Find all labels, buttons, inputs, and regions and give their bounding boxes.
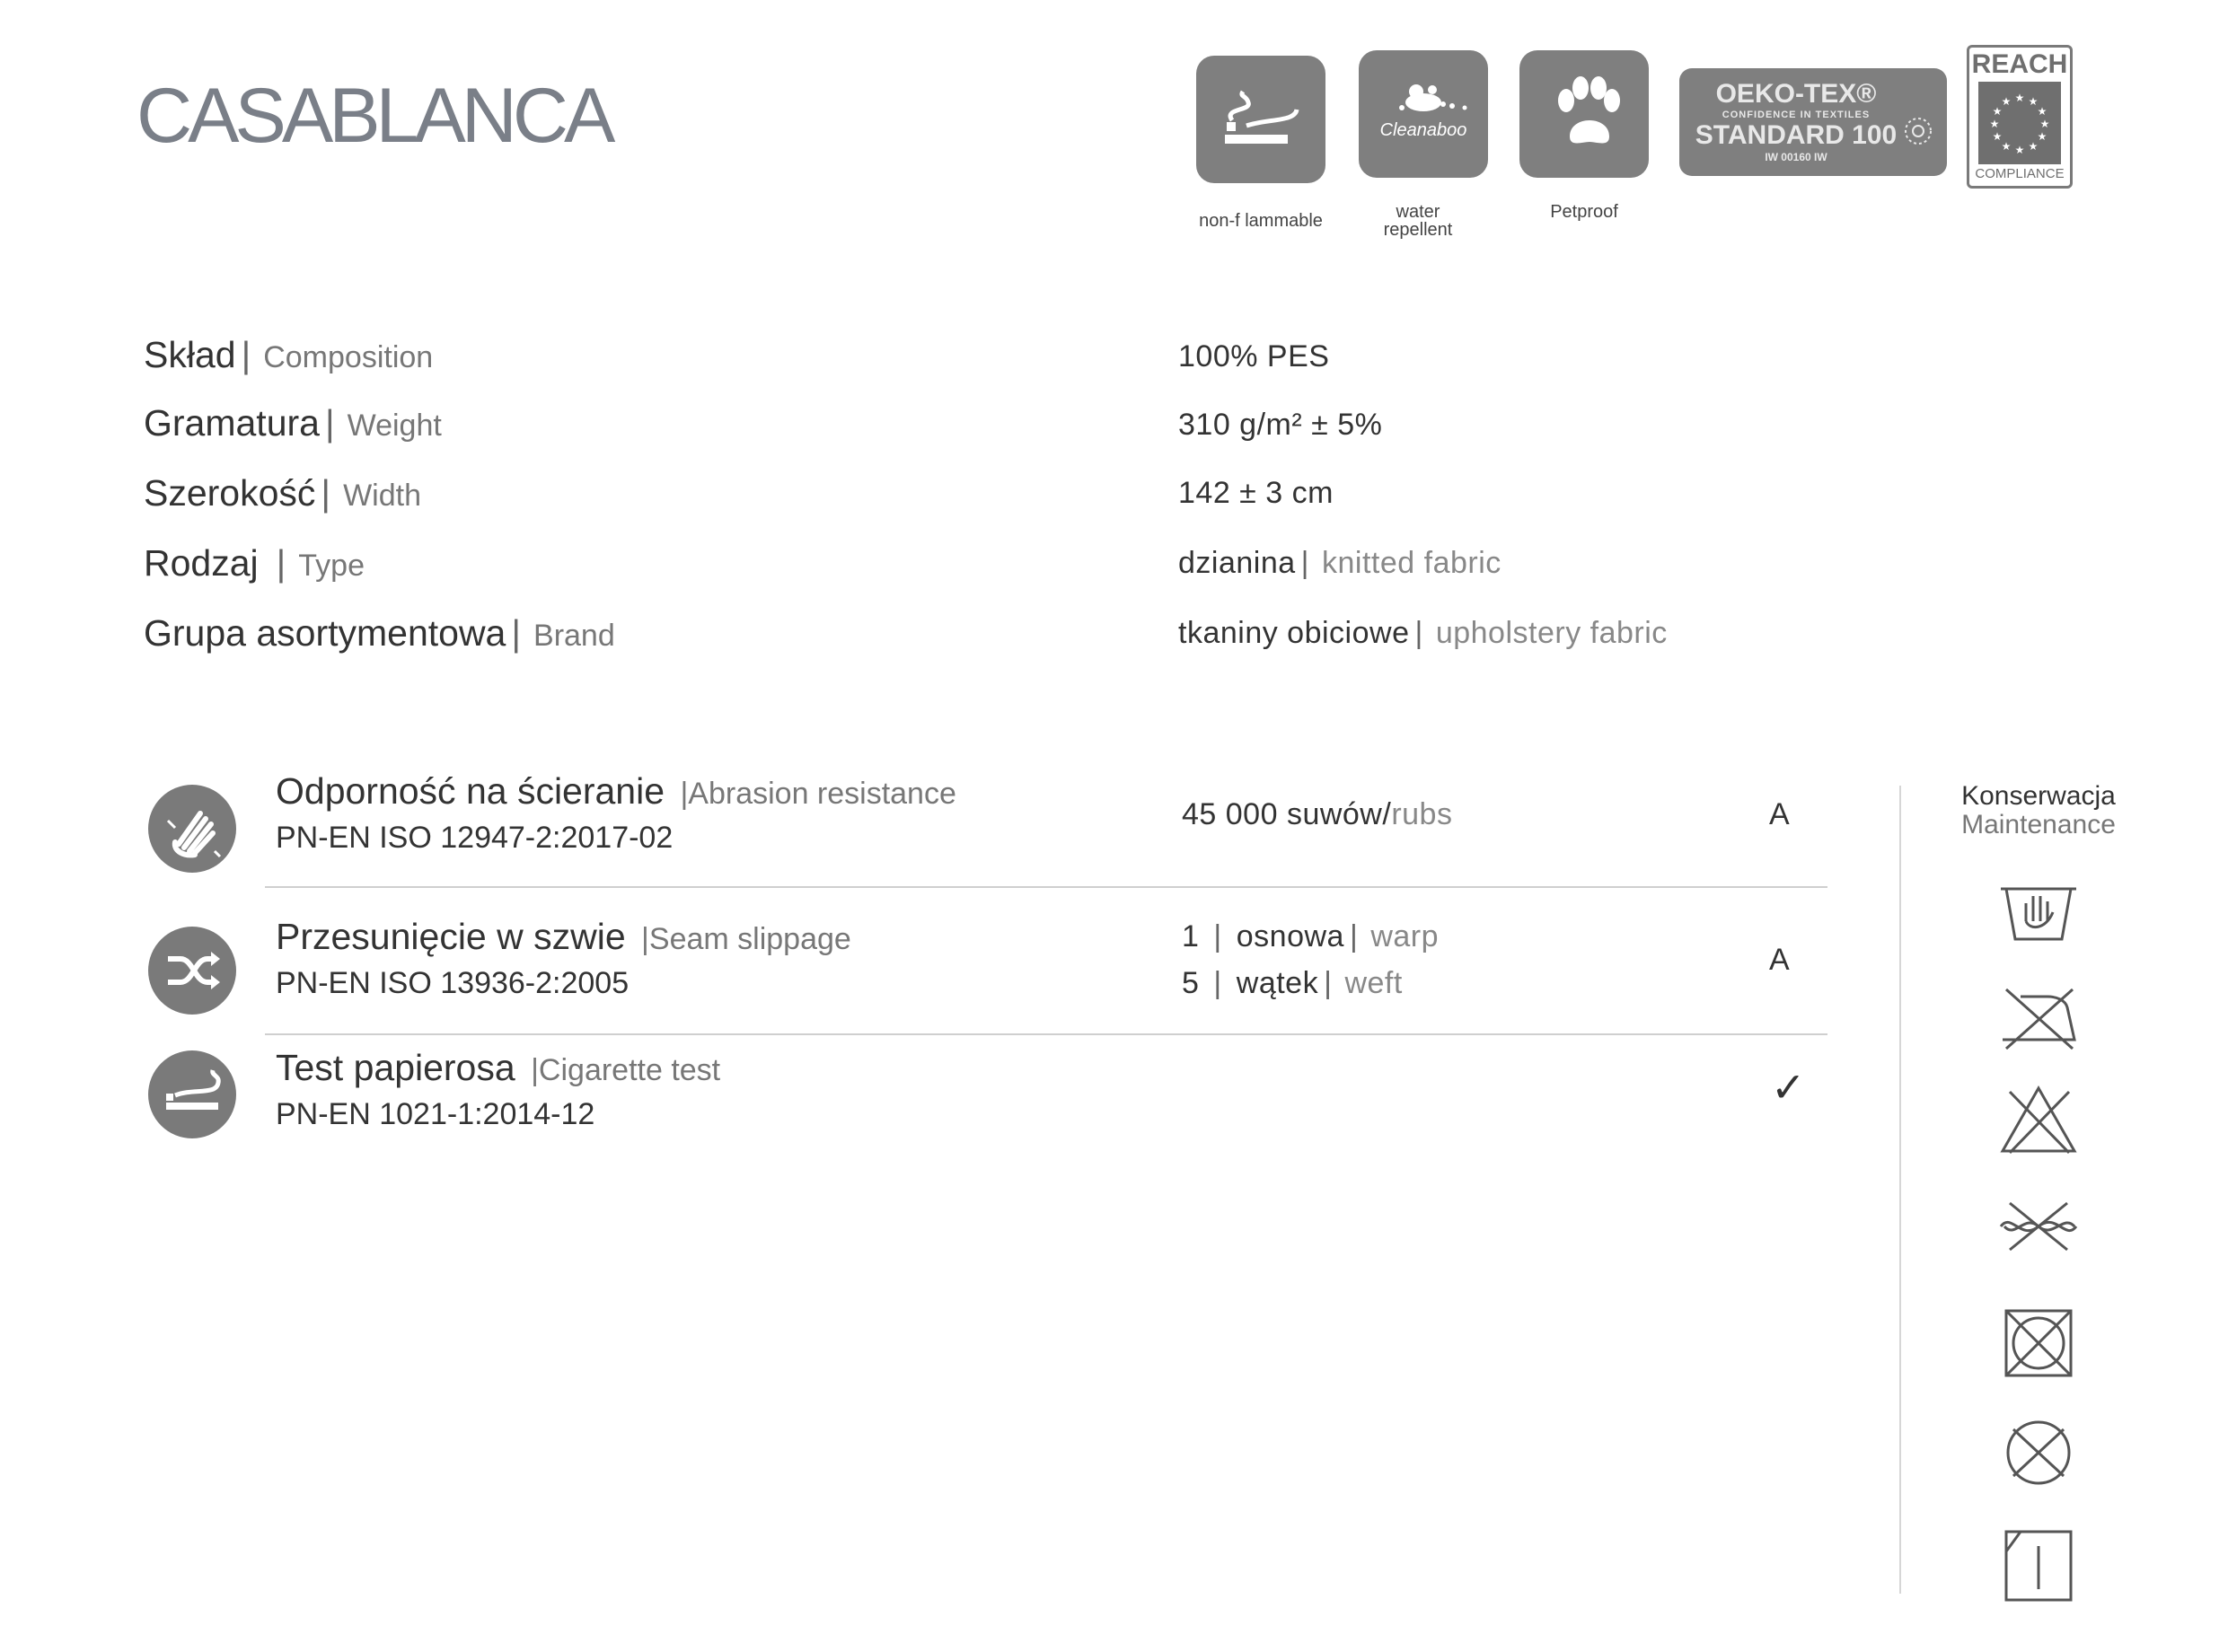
abrasion-test-grade: A xyxy=(1769,797,1790,831)
seam-test-warp: 1 | osnowa | warp xyxy=(1182,919,1440,953)
seam-test-grade: A xyxy=(1769,943,1790,977)
spec-row-brand: Grupa asortymentowa | Brand xyxy=(144,612,615,654)
shuffle-arrows-icon xyxy=(148,927,236,1015)
seam-test-icon-circle xyxy=(148,927,236,1015)
hand-wash-icon xyxy=(1994,876,2083,948)
cigarette-test-title: Test papierosa |Cigarette test xyxy=(276,1047,721,1088)
maintenance-divider xyxy=(1899,786,1901,1594)
do-not-bleach-icon xyxy=(1994,1083,2083,1155)
svg-text:★: ★ xyxy=(1989,118,2000,130)
cleanaboo-badge xyxy=(1359,50,1488,178)
no-smoking-cigarette-icon xyxy=(1196,56,1325,183)
spec-value-brand: tkaniny obiciowe | upholstery fabric xyxy=(1178,616,1668,650)
reach-badge xyxy=(1967,45,2073,189)
product-title: CASABLANCA xyxy=(136,73,612,159)
abrasion-test-title: Odporność na ścieranie |Abrasion resistance xyxy=(276,770,956,812)
line-dry-icon xyxy=(1994,1530,2083,1602)
svg-text:★: ★ xyxy=(2014,92,2025,104)
petproof-label: Petproof xyxy=(1550,202,1618,222)
paw-icon xyxy=(1519,50,1649,178)
spec-row-composition: Skład | Composition xyxy=(144,334,434,375)
svg-text:★: ★ xyxy=(2028,95,2039,108)
row-divider xyxy=(265,1033,1827,1035)
cigarette-test-checkmark: ✓ xyxy=(1771,1064,1806,1111)
seam-test-title: Przesunięcie w szwie |Seam slippage xyxy=(276,916,851,957)
oeko-tex-line1: OEKO-TEX® xyxy=(1715,79,1877,109)
spec-row-width: Szerokość | Width xyxy=(144,472,421,514)
spec-row-type: Rodzaj | Type xyxy=(144,542,365,584)
oeko-tex-line3: STANDARD 100 xyxy=(1695,120,1898,150)
spec-row-weight: Gramatura | Weight xyxy=(144,402,442,444)
svg-text:★: ★ xyxy=(2028,140,2039,153)
svg-text:★: ★ xyxy=(2037,130,2047,143)
do-not-wring-icon xyxy=(1994,1191,2083,1262)
oeko-tex-badge xyxy=(1679,68,1947,176)
maintenance-subtitle: Maintenance xyxy=(1961,810,2116,839)
cigarette-test-standard: PN-EN 1021-1:2014-12 xyxy=(276,1097,595,1131)
spec-value-composition: 100% PES xyxy=(1178,339,1330,373)
cigarette-icon xyxy=(148,1050,236,1138)
svg-text:★: ★ xyxy=(2001,140,2012,153)
svg-text:★: ★ xyxy=(2001,95,2012,108)
reach-top-text: REACH xyxy=(1971,49,2068,79)
non-flammable-label: non-f lammable xyxy=(1199,211,1323,231)
do-not-dry-clean-icon xyxy=(1994,1417,2083,1489)
svg-text:★: ★ xyxy=(1992,130,2003,143)
water-repellent-label: water repellent xyxy=(1383,202,1453,240)
do-not-iron-icon xyxy=(1994,980,2083,1052)
abrasion-test-icon-circle xyxy=(148,785,236,873)
cigarette-test-icon-circle xyxy=(148,1050,236,1138)
cleanaboo-logo xyxy=(1359,50,1488,178)
do-not-tumble-dry-icon xyxy=(1994,1307,2083,1379)
reach-bottom-text: COMPLIANCE xyxy=(1975,166,2065,181)
row-divider xyxy=(265,886,1827,888)
svg-text:★: ★ xyxy=(1992,105,2003,118)
abrasion-test-standard: PN-EN ISO 12947-2:2017-02 xyxy=(276,821,674,855)
oeko-tex-line2: CONFIDENCE IN TEXTILES xyxy=(1722,110,1871,120)
spec-value-type: dzianina | knitted fabric xyxy=(1178,546,1501,580)
spec-value-width: 142 ± 3 cm xyxy=(1178,476,1334,510)
non-flammable-badge xyxy=(1196,56,1325,183)
oeko-tex-flower-icon xyxy=(1900,113,1936,149)
eu-stars-icon xyxy=(1978,82,2061,164)
maintenance-title: Konserwacja xyxy=(1961,781,2116,811)
seam-test-weft: 5 | wątek | weft xyxy=(1182,966,1403,1000)
petproof-badge xyxy=(1519,50,1649,178)
oeko-tex-line4: IW 00160 IW xyxy=(1765,151,1827,163)
spec-value-weight: 310 g/m² ± 5% xyxy=(1178,408,1383,442)
seam-test-standard: PN-EN ISO 13936-2:2005 xyxy=(276,966,630,1000)
svg-text:★: ★ xyxy=(2037,105,2047,118)
abrasion-test-value: 45 000 suwów/rubs xyxy=(1182,797,1453,831)
cleanaboo-logo-text: Cleanaboo xyxy=(1379,120,1467,140)
svg-text:★: ★ xyxy=(2039,118,2050,130)
svg-text:★: ★ xyxy=(2014,144,2025,156)
hand-abrasion-icon xyxy=(148,785,236,873)
